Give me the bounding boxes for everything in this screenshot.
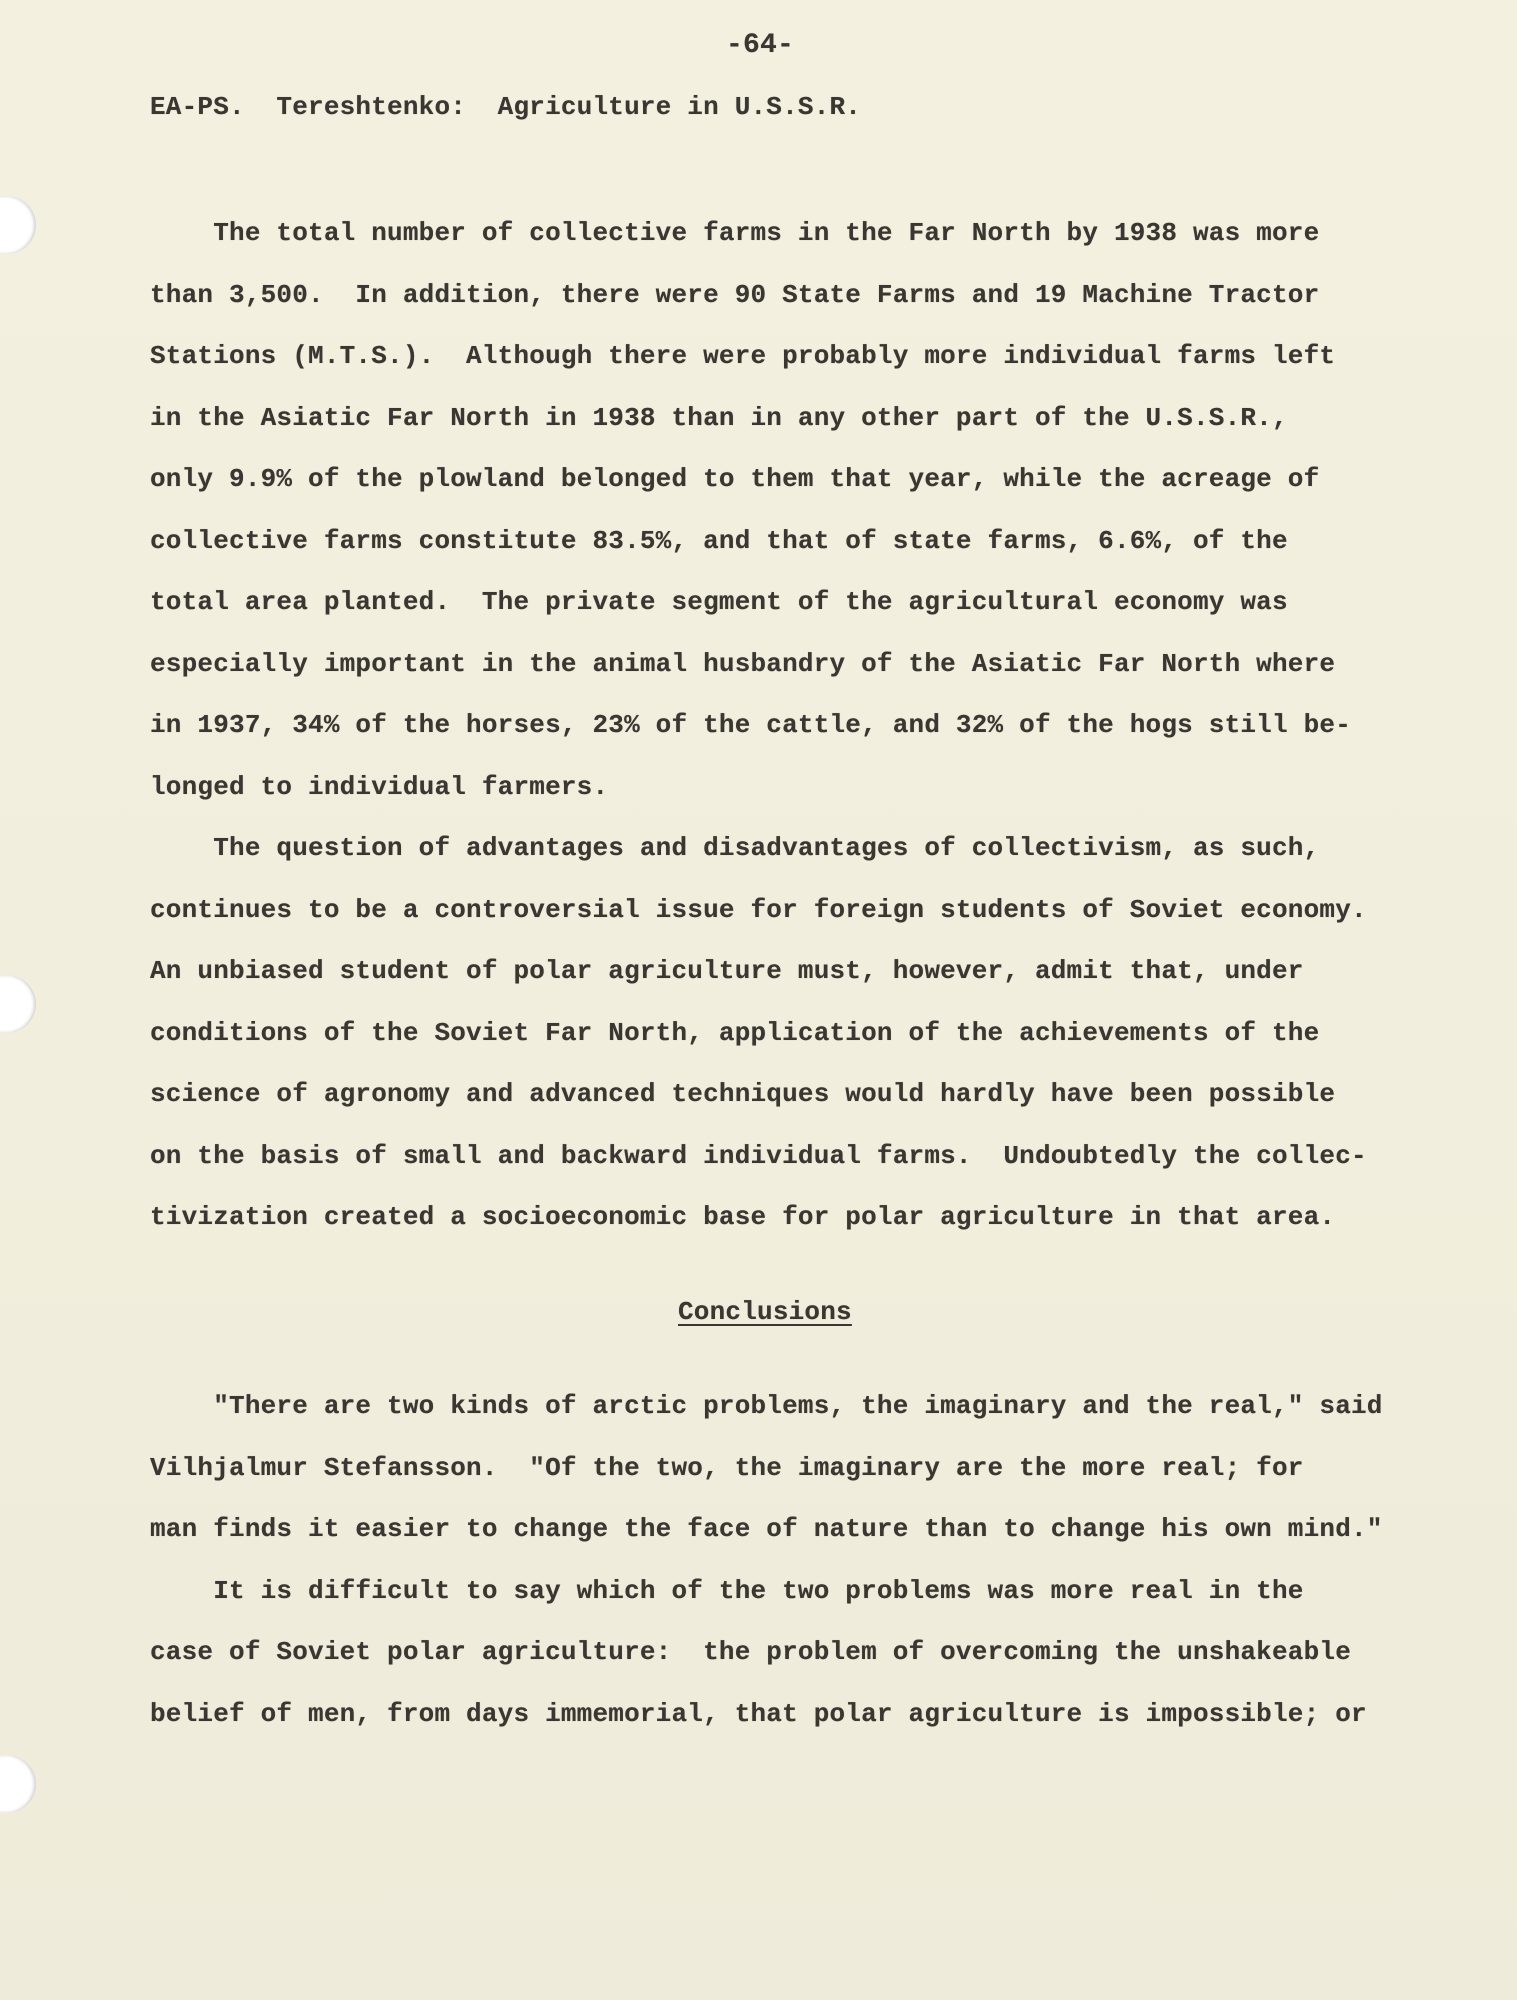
text-line: man finds it easier to change the face of nature than to change his own mind." <box>150 1514 1383 1544</box>
text-line: belief of men, from days immemorial, that polar agriculture is impossible; or <box>150 1698 1367 1729</box>
section-heading: Conclusions <box>678 1297 852 1327</box>
text-line: continues to be a controversial issue for foreign students of Soviet economy. <box>150 894 1367 925</box>
page-number: -64- <box>726 30 795 61</box>
text-line: conditions of the Soviet Far North, application of the achievements of the <box>150 1017 1320 1048</box>
text-line: collective farms constitute 83.5%, and that of state farms, 6.6%, of the <box>150 525 1288 556</box>
text-line: in 1937, 34% of the horses, 23% of the cattle, and 32% of the hogs still be- <box>150 710 1351 740</box>
text-line: in the Asiatic Far North in 1938 than in any other part of the U.S.S.R., <box>150 402 1288 433</box>
text-line: Stations (M.T.S.). Although there were probably more individual farms left <box>150 341 1336 371</box>
text-line: only 9.9% of the plowland belonged to them that year, while the acreage of <box>150 464 1320 494</box>
text-line: It is difficult to say which of the two problems was more real in the <box>150 1575 1304 1606</box>
text-line: An unbiased student of polar agriculture must, however, admit that, under <box>150 956 1304 986</box>
text-line: "There are two kinds of arctic problems, the imaginary and the real," said <box>150 1391 1383 1421</box>
punch-hole <box>0 975 36 1033</box>
body-text-bottom <box>150 1376 1383 1745</box>
text-line: science of agronomy and advanced techniques would hardly have been possible <box>150 1079 1336 1109</box>
text-line: total area planted. The private segment of the agricultural economy was <box>150 587 1288 617</box>
running-header: EA-PS. Tereshtenko: Agriculture in U.S.S.R. <box>150 92 862 122</box>
punch-hole <box>0 1755 36 1813</box>
text-line: tivization created a socioeconomic base for polar agriculture in that area. <box>150 1202 1336 1232</box>
punch-hole <box>0 196 36 254</box>
text-line: The total number of collective farms in the Far North by 1938 was more <box>150 218 1320 248</box>
text-line: Vilhjalmur Stefansson. "Of the two, the imaginary are the more real; for <box>150 1452 1304 1483</box>
body-text-top <box>150 203 1367 1249</box>
text-line: than 3,500. In addition, there were 90 State Farms and 19 Machine Tractor <box>150 279 1320 310</box>
text-line: longed to individual farmers. <box>150 771 609 802</box>
text-line: case of Soviet polar agriculture: the problem of overcoming the unshakeable <box>150 1637 1351 1667</box>
text-line: The question of advantages and disadvantages of collectivism, as such, <box>150 833 1320 863</box>
text-line: on the basis of small and backward individual farms. Undoubtedly the collec- <box>150 1140 1367 1171</box>
text-line: especially important in the animal husbandry of the Asiatic Far North where <box>150 648 1336 679</box>
